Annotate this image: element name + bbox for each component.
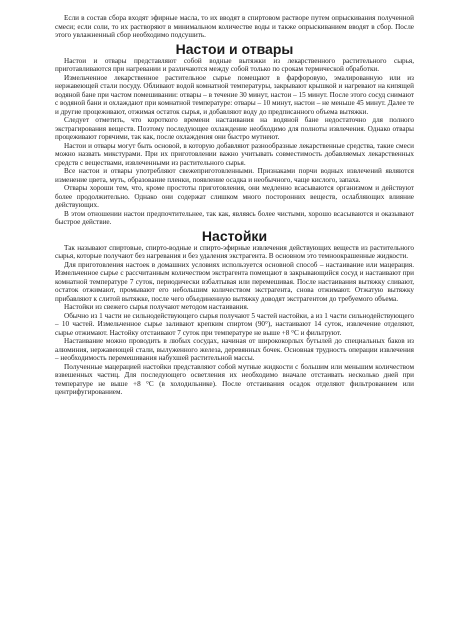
- section-tinctures: [55, 228, 414, 397]
- paragraph: Все настои и отвары употребляют свежеприготовленными. Признаками порчи водных извлечений являются изменение цвета, муть, образование пленки, появление осадка и необычного, чаще кислого, запаха.: [55, 167, 414, 184]
- paragraph: Настойки из свежего сырья получают методом настаивания.: [64, 303, 249, 311]
- paragraph: В этом отношении настои предпочтительнее, так как, являясь более чистыми, хорошо всасываются и оказывают быстрое действие.: [55, 209, 414, 226]
- paragraph: Полученные мацерацией настойки представляют собой мутные жидкости с большим или меньшим количеством взвешенных частиц. Для последующего осветления их необходимо вначале отстаивать несколько дней при температуре не выше +8 °С (в холодильнике). После отстаивания осадок отделяют фильтрованием или центрифугированием.: [55, 362, 414, 396]
- section-infusions-decoctions: [55, 41, 414, 227]
- paragraph: Настаивание можно проводить в любых сосудах, начиная от ширококорлых бутылей до специальных баков из алюминия, нержавеющей стали, вылуженного железа, деревянных бочек. Основная трудность операции извлечения – необходимость перемешивания набухшей растительной массы.: [55, 337, 414, 362]
- paragraph: Следует отметить, что короткого времени настаивания на водяной бане недостаточно для полного экстрагирования веществ. Поэтому последующее охлаждение необходимо для полноты извлечения. Однако отвары процеживают горячими, так как, после охлаждения они быстро мутнеют.: [55, 116, 414, 141]
- paragraph: Так называют спиртовые, спирто-водные и спирто-эфирные извлечения действующих веществ из растительного сырья, которые получают без нагревания и без удаления экстрагента. В основном это темноокрашенные жидкости.: [55, 243, 414, 260]
- paragraph: Отвары хороши тем, что, кроме простоты приготовления, они медленно всасываются организмом и действуют более продолжительно. Однако они содержат слишком много посторонних веществ, ослабляющих влияние действующих.: [55, 184, 414, 209]
- section-title-infusions-decoctions: Настои и отвары: [175, 40, 294, 57]
- paragraph: Измельченное лекарственное растительное сырье помещают в фарфоровую, эмалированную или из нержавеющей стали посуду. Обливают водой комнатной температуры, закрывают крышкой и нагревают на кипящей водяной бане при частом помешивании: отвары – в течение 30 минут, настои – 15 минут. После этого сосуд снимают с водяной бани и охлаждают при комнатной температуре: отвары – 10 минут, настои – не меньше 45 минут. Далее те и другие процеживают, отжимая остаток сырья, и добавляют воду до предписанного объема вытяжки.: [55, 73, 414, 116]
- section-title-tinctures: Настойки: [201, 227, 268, 244]
- paragraph: Обычно из 1 части не сильнодействующего сырья получают 5 частей настойки, а из 1 части сильнодействующего – 10 частей. Измельченное сырье заливают крепким спиртом (90°), настаивают 14 суток, извлечение отделяют, сырье отжимают. Настойку отстаивают 7 суток при температуре не выше +8 °С и фильтруют.: [55, 311, 414, 337]
- paragraph: Для приготовления настоек в домашних условиях используется основной способ – настаивание или мацерация. Измельченное сырье с рассчитанным количеством экстрагента помещают в закрывающийся сосуд и настаивают при комнатной температуре 7 суток, периодически взбалтывая или перемешивая. После настаивания вытяжку сливают, остаток отжимают, промывают его небольшим количеством экстрагента, снова отжимают. Отжатую вытяжку прибавляют к слитой вытяжке, после чего объединенную вытяжку доводят экстрагентом до требуемого объема.: [55, 260, 414, 303]
- intro-paragraph: Если в состав сбора входят эфирные масла, то их вводят в спиртовом растворе путем опрыскивания полученной смеси; если соли, то их растворяют в минимальном количестве воды и также опрыскиванием вводят в сбор. После этого увлажненный сбор необходимо подсушить.: [55, 14, 414, 39]
- paragraph: Настои и отвары могут быть основой, в которую добавляют разнообразные лекарственные средства, такие смеси можно назвать микстурами. При их приготовлении важно учитывать совместимость добавляемых лекарственных средств с веществами, извлеченными из растительного сырья.: [55, 141, 414, 167]
- paragraph: Настои и отвары представляют собой водные вытяжки из лекарственного растительного сырья, приготавливаются при нагревании и различаются между собой только по срокам термической обработки.: [55, 56, 414, 73]
